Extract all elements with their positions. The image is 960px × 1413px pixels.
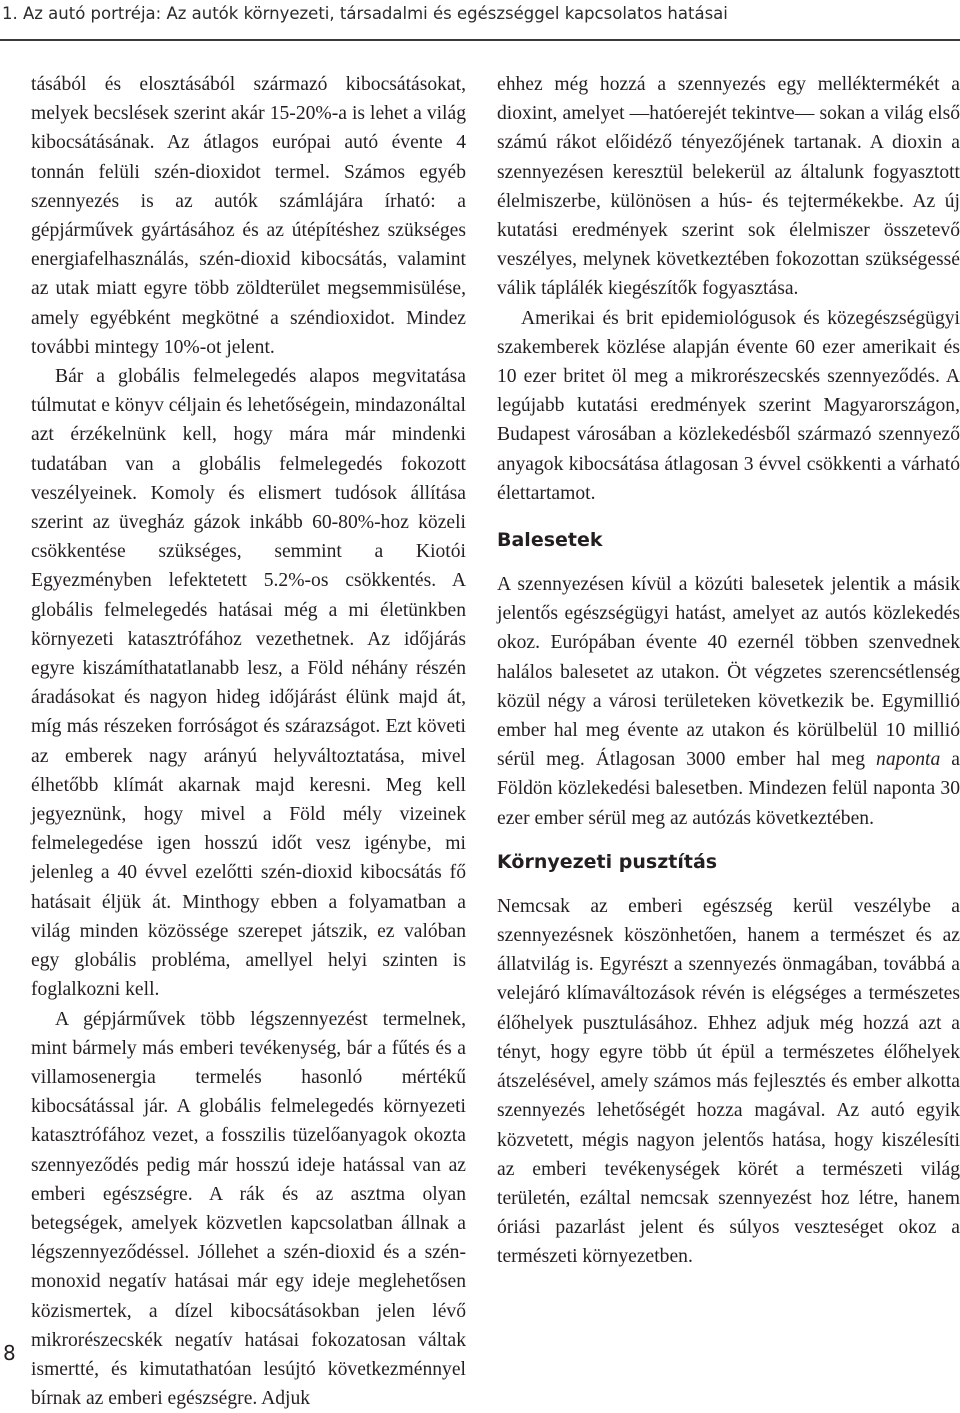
page-number: 8 [3, 1341, 16, 1365]
left-column [31, 70, 466, 1413]
running-header-title: 1. Az autó portréja: Az autók környezeti, társadalmi és egészséggel kapcsolatos hatásai [2, 4, 728, 23]
accidents-text: A szennyezésen kívül a közúti balesetek jelentik a másik jelentős egészségügyi hatást, amelyet az autós közlekedés okoz. Európában évente 40 ezernél többen szenvednek halálos balesetet az utakon. Öt végzetes szerencsétlenség közül négy a városi területeken következik be. Egymillió ember hal meg évente az utakon és körülbelül 10 millió sérül meg. Átlagosan 3000 ember hal meg [497, 574, 960, 770]
paragraph-epidemiology: Amerikai és brit epidemiológusok és közegészségügyi szakemberek közlése alapján évente 60 ezer amerikait és 10 ezer britet öl meg a mikrorészecskés szennyeződés. A legújabb kutatási eredmények szerint Magyarországon, Budapest városában a közlekedésből származó szennyező anyagok kibocsátása átlagosan 3 évvel csökkenti a várható élettartamot. [497, 304, 960, 508]
paragraph-dioxin: ehhez még hozzá a szennyezés egy melléktermékét a dioxint, amelyet —hatóerejét tekintve— sokan a világ első számú rákot előidéző tényezőjének tartanak. A dioxin a szennyezésen keresztül belekerül az általunk fogyasztott élelmiszerbe, különösen a hús- és tejtermékekbe. Az új kutatási eredmények szerint sok élelmiszer összetevő veszélyes, melynek következtében fokozottan szükségessé válik táplálék kiegészítők fogyasztása. [497, 70, 960, 304]
header-divider [0, 39, 960, 41]
paragraph-continued: tásából és elosztásából származó kibocsátásokat, melyek becslések szerint akár 15-20%-a is lehet a világ kibocsátásának. Az átlagos európai autó évente 4 tonnán felüli szén-dioxidot termel. Számos egyéb szennyezés is az autók számlájára írható: a gépjárművek gyártásához és az útépítéshez szükséges energiafelhasználás, szén-dioxid kibocsátás, valamint az utak miatt egyre több zöldterület megsemmisülése, amely egyébként megkötné a széndioxidot. Mindez további mintegy 10%-ot jelent. [31, 70, 466, 362]
accidents-text-end: a Földön közlekedési balesetben. Mindezen felül naponta 30 ezer ember sérül meg az autózás következtében. [497, 749, 960, 828]
accidents-emphasis: naponta [876, 749, 940, 770]
paragraph-accidents [497, 570, 960, 833]
paragraph-air-pollution: A gépjárművek több légszennyezést termelnek, mint bármely más emberi tevékenység, bár a fűtés és a villamosenergia termelés hasonló mértékű kibocsátással jár. A globális felmelegedés környezeti katasztrófához vezet, a fosszilis tüzelőanyagok okozta szennyeződés pedig már hosszú ideje hatással van az emberi egészségre. A rák és az asztma olyan betegségek, amelyek közvetlen kapcsolatban állnak a légszennyeződéssel. Jóllehet a szén-dioxid és a szén-monoxid negatív hatásai már egy ideje meglehetősen közismertek, a dízel kibocsátásokban jelen lévő mikrorészecskék negatív hatásai fokozatosan váltak ismertté, és kimutathatóan lesújtó következménnyel bírnak az emberi egészségre. Adjuk [31, 1005, 466, 1413]
paragraph-global-warming: Bár a globális felmelegedés alapos megvitatása túlmutat e könyv céljain és lehetőségein, mindazonáltal azt érzékelnünk kell, hogy mára már mindenki tudatában van a globális felmelegedés fokozott veszélyeinek. Komoly és elismert tudósok állítása szerint az üvegház gázok inkább 60-80%-hoz közeli csökkentése szükséges, semmint a Kiotói Egyezményben lefektetett 5.2%-os csökkentés. A globális felmelegedés hatásai még a mi életünkben környezeti katasztrófához vezethetnek. Az időjárás egyre kiszámíthatatlanabb lesz, a Föld néhány részén áradásokat és nagyon hideg időjárást élünk majd át, míg más részeken forróságot és szárazságot. Ezt követi az emberek nagy arányú helyváltoztatása, mivel élhetőbb klímát akarnak majd keresni. Meg kell jegyeznünk, hogy mivel a Föld mély vizeinek felmelegedése igen hosszú időt vesz igénybe, mi jelenleg a 40 évvel ezelőtti szén-dioxid kibocsátás fő hatásait éljük át. Minthogy ebben a folyamatban a világ minden közössége szerepet játszik, ez valóban egy globális probléma, amellyel helyi szinten is foglalkozni kell. [31, 362, 466, 1004]
section-heading-kornyezeti-pusztitas: Környezeti pusztítás [497, 850, 960, 874]
paragraph-environmental-destruction: Nemcsak az emberi egészség kerül veszélybe a szennyezésnek köszönhetően, hanem a természet és az állatvilág is. Egyrészt a szennyezés önmagában, továbbá a velejáró klímaváltozások révén is elégséges a természetes élőhelyek pusztulásához. Ehhez adjuk még hozzá azt a tényt, hogy egyre több út épül a természetes élőhelyek átszelésével, amely számos más fejlesztés és ember alkotta szennyezés lehetőségét hozza magával. Az autó egyik közvetett, mégis nagyon jelentős hatása, hogy kiszélesíti az emberi tevékenységek körét a természeti világ területén, ezáltal nemcsak szennyezést hoz létre, hanem óriási pazarlást jelent és súlyos veszteséget okoz a természeti környezetben. [497, 892, 960, 1272]
section-heading-balesetek: Balesetek [497, 528, 960, 552]
right-column [497, 70, 960, 1272]
